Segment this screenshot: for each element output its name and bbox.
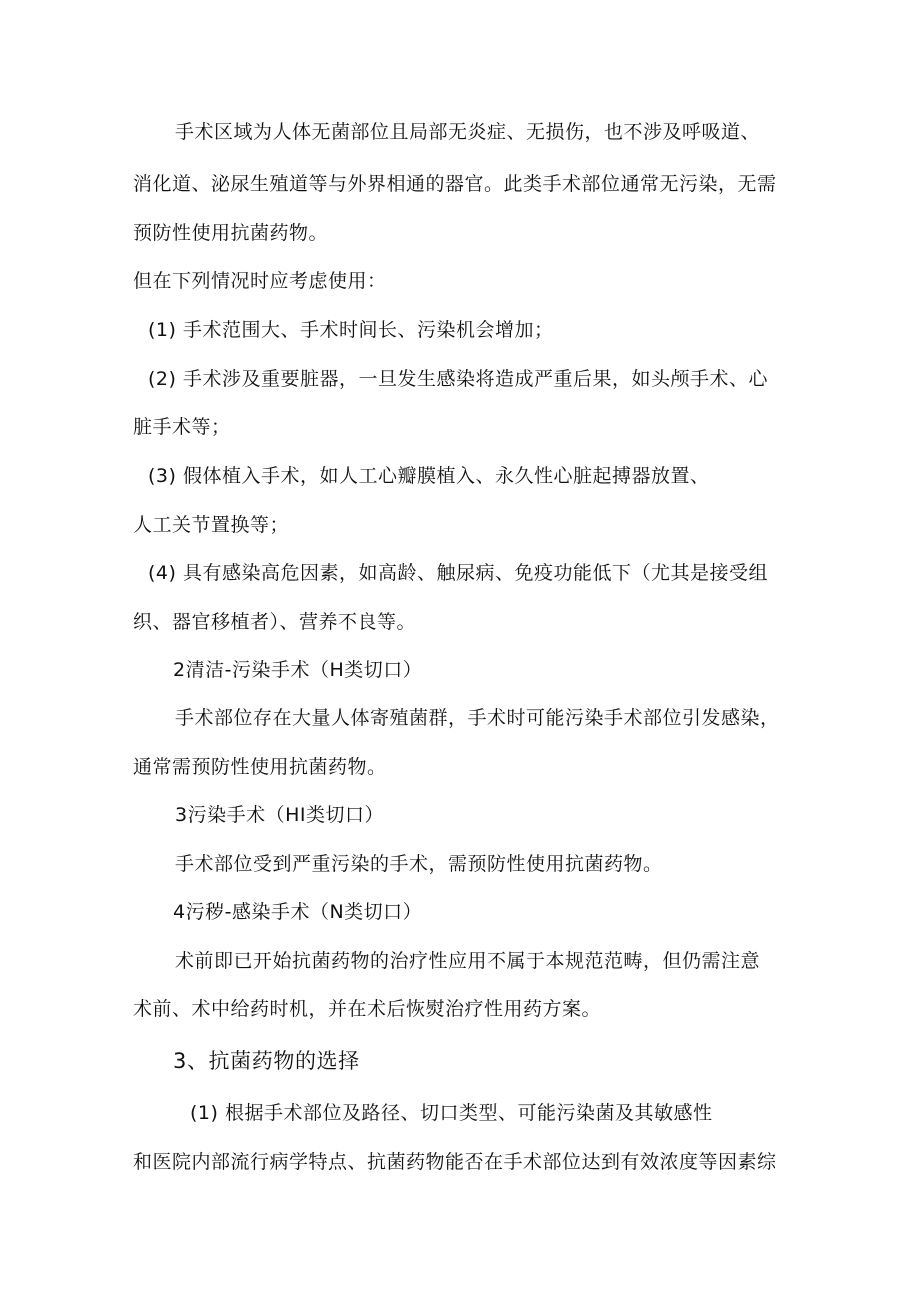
list-item: (3) 假体植入手术，如人工心瓣膜植入、永久性心脏起搏器放置、 [148, 465, 710, 487]
list-item: (4) 具有感染高危因素，如高龄、触尿病、免疫功能低下（尤其是接受组 [148, 562, 768, 584]
paragraph-line: 手术部位存在大量人体寄殖菌群，手术时可能污染手术部位引发感染， [175, 707, 780, 729]
paragraph-line: 术前即已开始抗菌药物的治疗性应用不属于本规范范畴，但仍需注意 [175, 950, 761, 972]
section-heading: 3、抗菌药物的选择 [173, 1049, 360, 1073]
paragraph-line: 手术区域为人体无菌部位且局部无炎症、无损伤，也不涉及呼吸道、 [175, 121, 761, 143]
list-item: (1) 手术范围大、手术时间长、污染机会增加； [148, 319, 554, 341]
list-item-continuation: 脏手术等； [133, 416, 231, 438]
list-item: (1) 根据手术部位及路径、切口类型、可能污染菌及其敏感性 [190, 1102, 713, 1124]
paragraph-line: 预防性使用抗菌药物。 [133, 222, 329, 244]
list-item-continuation: 织、器官移植者）、营养不良等。 [133, 611, 417, 633]
list-item-continuation: 人工关节置换等； [133, 514, 290, 536]
paragraph-line: 手术部位受到严重污染的手术，需预防性使用抗菌药物。 [175, 853, 663, 875]
subheading: 3污染手术（HI类切口） [175, 804, 384, 826]
subheading: 2清洁-污染手术（H类切口） [173, 659, 423, 681]
list-item: (2) 手术涉及重要脏器，一旦发生感染将造成严重后果，如头颅手术、心 [148, 368, 768, 390]
list-item-continuation: 和医院内部流行病学特点、抗菌药物能否在手术部位达到有效浓度等因素综 [133, 1151, 777, 1173]
subheading: 4污秽-感染手术（N类切口） [173, 901, 423, 923]
paragraph-line: 通常需预防性使用抗菌药物。 [133, 756, 387, 778]
paragraph-line: 但在下列情况时应考虑使用： [133, 270, 387, 292]
paragraph-line: 术前、术中给药时机，并在术后恢熨治疗性用药方案。 [133, 998, 602, 1020]
paragraph-line: 消化道、泌尿生殖道等与外界相通的器官。此类手术部位通常无污染，无需 [133, 173, 777, 195]
